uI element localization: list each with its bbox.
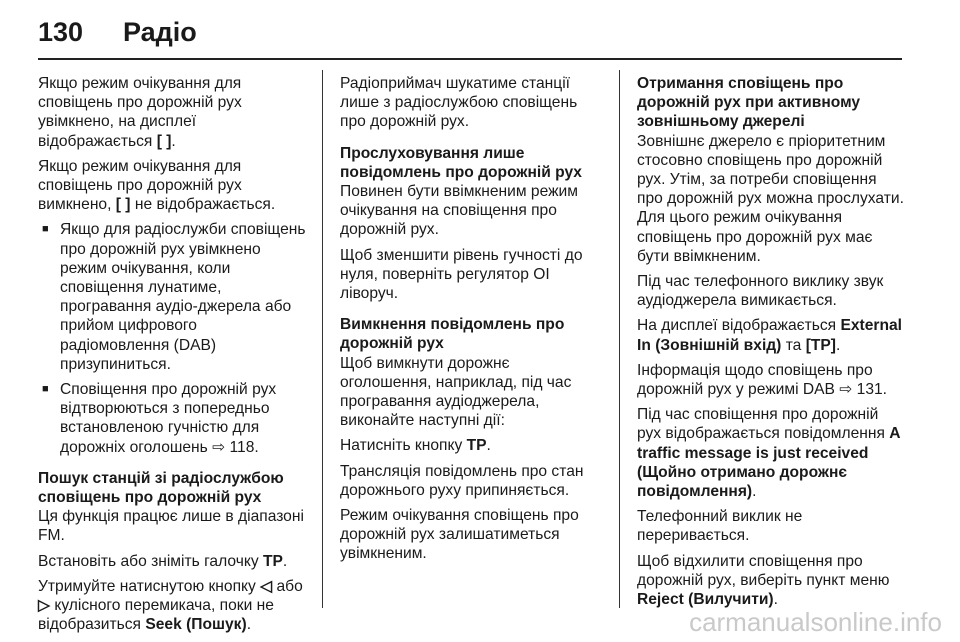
paragraph: Під час телефонного виклику звук аудіоджерела вимикається. [637,273,884,310]
paragraph: Телефонний виклик не переривається. [637,508,803,545]
watermark: carmanualsonline.info [689,607,942,637]
column-middle [340,74,602,570]
paragraph: Щоб вимкнути дорожнє оголошення, наприклад, під час програвання аудіоджерела, виконайте наступні дії: [340,354,572,430]
paragraph: Щоб відхилити сповіщення про дорожній рух, виберіть пункт меню Reject (Вилучити). [637,552,890,609]
paragraph: Трансляція повідомлень про стан дорожнього руху припиняється. [340,462,584,499]
paragraph: Під час сповіщення про дорожній рух відображається повідомлення A traffic message is just received (Щойно отримано дорожнє повідомлення). [637,406,900,501]
section-heading: Пошук станцій зі радіослужбою сповіщень про дорожній рух [38,469,284,507]
paragraph: Повинен бути ввімкненим режим очікування на сповіщення про дорожній рух. [340,183,578,239]
paragraph: Зовнішнє джерело є пріоритетним стосовно сповіщень про дорожній рух. Утім, за потреби сповіщення про дорожній рух можна прослухати. Для цього режим очікування сповіщень про дорожній рух має бути ввімкненим. [637,132,904,265]
column-divider [619,70,620,608]
header-rule [38,58,902,60]
section-heading: Прослуховування лише повідомлень про дорожній рух [340,144,582,181]
bullet-icon: ■ [42,383,49,396]
paragraph: Утримуйте натиснутою кнопку ◁ або ▷ кулісного перемикача, поки не відобразиться Seek (Пошук). [38,577,303,634]
page-number: 130 [38,16,84,47]
section-heading: Отримання сповіщень про дорожній рух при активному зовнішньому джерелі [637,75,861,131]
paragraph: Інформація щодо сповіщень про дорожній рух у режимі DAB ⇨ 131. [637,361,888,399]
list-item: ■ Сповіщення про дорожній рух відтворюються з попередньо встановленою гучністю для дорожніх оголошень ⇨ 118. [38,380,310,457]
paragraph: Ця функція працює лише в діапазоні FM. [38,508,304,545]
bullet-icon: ■ [42,223,49,236]
right-arrow-icon: ▷ [38,597,50,615]
paragraph: Якщо режим очікування для сповіщень про дорожній рух увімкнено, на дисплеї відображається [ ]. [38,75,242,150]
page-title: Радіо [123,16,197,47]
paragraph: Натисніть кнопку TP. [340,437,491,455]
page-header [38,12,197,52]
section-heading: Вимкнення повідомлень про дорожній рух [340,316,565,353]
paragraph: Радіоприймач шукатиме станції лише з радіослужбою сповіщень про дорожній рух. [340,75,578,131]
list-item: ■ Якщо для радіослужби сповіщень про дорожній рух увімкнено режим очікування, коли сповіщення лунатиме, програвання аудіо-джерела або прийом цифрового радіомовлення (DAB) призупиниться. [38,220,310,374]
column-divider [322,70,323,608]
paragraph: На дисплеї відображається External In (Зовнішній вхід) та [TP]. [637,317,902,354]
paragraph: Якщо режим очікування для сповіщень про дорожній рух вимкнено, [ ] не відображається. [38,157,276,214]
column-left [38,74,310,640]
paragraph: Встановіть або зніміть галочку TP. [38,552,288,570]
paragraph: Режим очікування сповіщень про дорожній рух залишатиметься увімкненим. [340,507,579,563]
left-arrow-icon: ◁ [260,577,273,595]
paragraph: Щоб зменшити рівень гучності до нуля, поверніть регулятор OI ліворуч. [340,246,583,303]
column-right [637,74,905,615]
